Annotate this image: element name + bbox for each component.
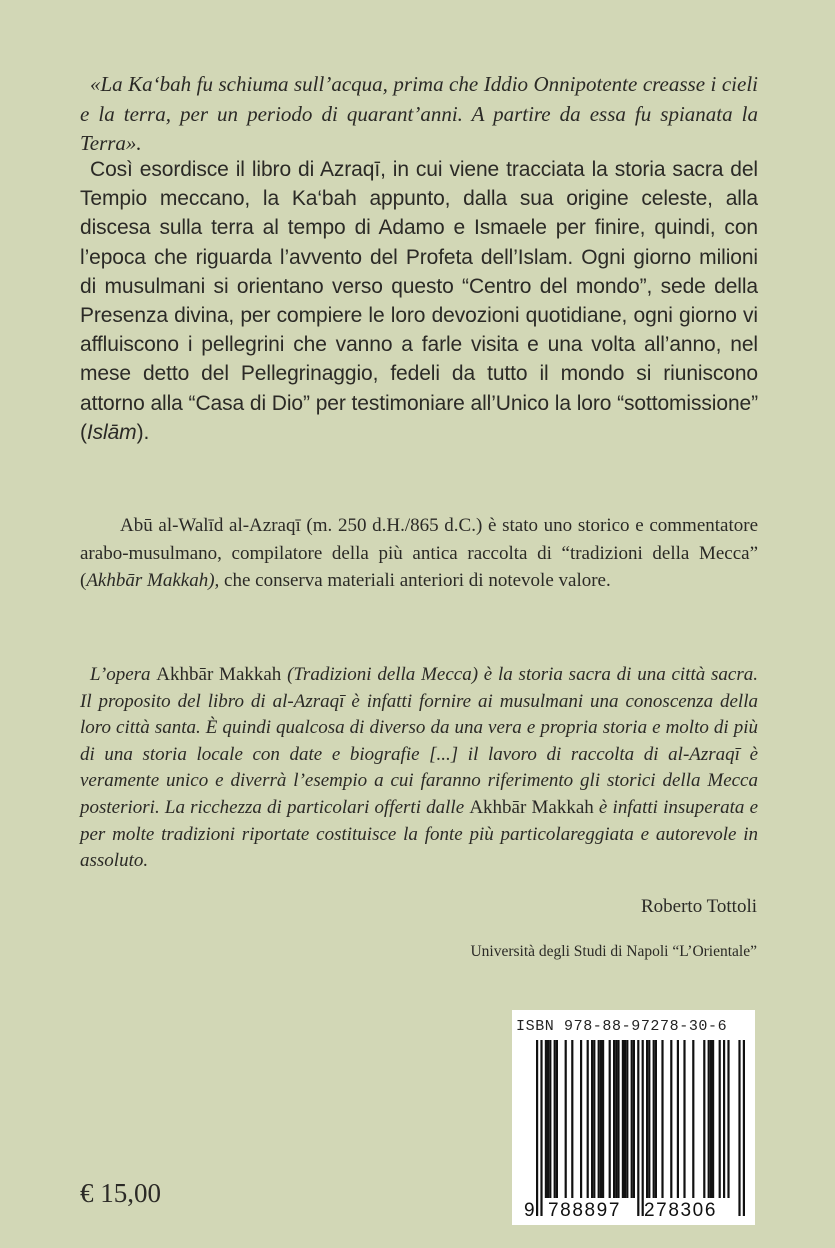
barcode-bar <box>723 1040 725 1198</box>
barcode-bar <box>547 1040 549 1198</box>
barcode-bar <box>677 1040 679 1198</box>
barcode-bar <box>642 1040 644 1216</box>
barcode-bar <box>637 1040 639 1216</box>
ean-first-digit: 9 <box>524 1200 537 1221</box>
review-title-1: Akhbār Makkah <box>156 664 282 685</box>
barcode-bar <box>554 1040 556 1198</box>
barcode-bar <box>683 1040 685 1198</box>
review-affiliation: Università degli Studi di Napoli “L’Orientale” <box>470 943 757 960</box>
barcode-bar <box>602 1040 604 1198</box>
barcode-bar <box>712 1040 714 1198</box>
barcode-bar <box>727 1040 729 1198</box>
intro-italic-term: Islām <box>86 420 137 444</box>
review-text-2: (Tradizioni della Mecca) è la storia sacra di una città sacra. Il proposito del libro di al-Azraqī è infatti fornire ai musulmani una conoscenza della loro città santa. È quindi qualcosa di diverso da una vera e propria storia e molto di più di una storia locale con date e biografie [...] il lavoro di raccolta di al-Azraqī è veramente unico e diverrà l’esempio a cui faranno riferimento gli storici della Mecca posteriori. La ricchezza di particolari offerti dalle <box>80 664 758 818</box>
barcode-bar <box>587 1040 589 1198</box>
barcode-bar <box>743 1040 745 1216</box>
barcode-bar <box>615 1040 617 1198</box>
barcode-bar <box>648 1040 650 1198</box>
bio-text-2: che conserva materiali anteriori di notevole valore. <box>219 570 611 591</box>
barcode-bar <box>549 1040 551 1198</box>
barcode-bar <box>536 1040 538 1216</box>
barcode-bar <box>565 1040 567 1198</box>
isbn-label: ISBN 978-88-97278-30-6 <box>516 1018 728 1035</box>
barcode-bar <box>633 1040 635 1198</box>
review-author: Roberto Tottoli <box>640 896 757 917</box>
review-text-1: L’opera <box>90 664 157 685</box>
barcode-bar <box>598 1040 600 1198</box>
barcode-bar <box>571 1040 573 1198</box>
barcode-bar <box>708 1040 710 1198</box>
barcode-bar <box>626 1040 628 1198</box>
intro-text-1: Così esordisce il libro di Azraqī, in cui viene tracciata la storia sacra del Tempio meccano, la Ka‘bah appunto, dalla sua origine celeste, alla discesa sulla terra al tempo di Adamo e Ismaele per finire, quindi, con l’epoca che riguarda l’avvento del Profeta dell’Islam. Ogni giorno milioni di musulmani si orientano verso questo “Centro del mondo”, sede della Presenza divina, per compiere le loro devozioni quotidiane, ogni giorno vi affluiscono i pellegrini che vanno a farle visita e una volta all’anno, nel mese detto del Pellegrinaggio, fedeli da tutto il mondo si riuniscono attorno alla “Casa di Dio” per testimoniare all’Unico la loro “sottomissione” ( <box>80 158 758 444</box>
barcode-bar <box>646 1040 648 1198</box>
barcode-bar <box>653 1040 655 1198</box>
barcode-bar <box>655 1040 657 1198</box>
barcode-bar <box>545 1040 547 1198</box>
barcode-bar <box>710 1040 712 1198</box>
barcode-bar <box>617 1040 619 1198</box>
bio-text-1: Abū al-Walīd al-Azraqī (m. 250 d.H./865 d.C.) è stato uno storico e commentatore arabo-musulmano, compilatore della più antica raccolta di “tradizioni della Mecca” ( <box>80 515 758 591</box>
barcode-panel <box>512 1010 755 1225</box>
barcode-bar <box>593 1040 595 1198</box>
barcode-bar <box>540 1040 542 1216</box>
review-text-3: è infatti insuperata e per molte tradizioni riportate costituisce la fonte più particolareggiata e autorevole in assoluto. <box>80 796 758 872</box>
epigraph-quote: «La Ka‘bah fu schiuma sull’acqua, prima che Iddio Onnipotente creasse i cieli e la terra, per un periodo di quarant’anni. A partire da essa fu spianata la Terra». <box>80 72 758 155</box>
barcode-bar <box>622 1040 624 1198</box>
barcode-bar <box>591 1040 593 1198</box>
barcode-bar <box>661 1040 663 1198</box>
barcode-bar <box>738 1040 740 1216</box>
barcode-bars <box>512 1010 755 1225</box>
barcode-bar <box>670 1040 672 1198</box>
barcode-bar <box>556 1040 558 1198</box>
intro-paragraph <box>80 155 758 447</box>
barcode-bar <box>703 1040 705 1198</box>
barcode-bar <box>631 1040 633 1198</box>
barcode-bar <box>692 1040 694 1198</box>
barcode-bar <box>613 1040 615 1198</box>
barcode-bar <box>600 1040 602 1198</box>
review-paragraph <box>80 662 758 875</box>
barcode-bar <box>580 1040 582 1198</box>
bio-italic-title: Akhbār Makkah), <box>86 570 220 591</box>
ean-right-group: 278306 <box>644 1200 718 1221</box>
review-title-2: Akhbār Makkah <box>469 796 594 818</box>
barcode-bar <box>609 1040 611 1198</box>
price: € 15,00 <box>80 1178 161 1208</box>
author-bio-paragraph <box>80 512 758 595</box>
ean-left-group: 788897 <box>548 1200 622 1221</box>
intro-text-2: ). <box>136 420 150 444</box>
barcode-bar <box>719 1040 721 1198</box>
barcode-bar <box>624 1040 626 1198</box>
